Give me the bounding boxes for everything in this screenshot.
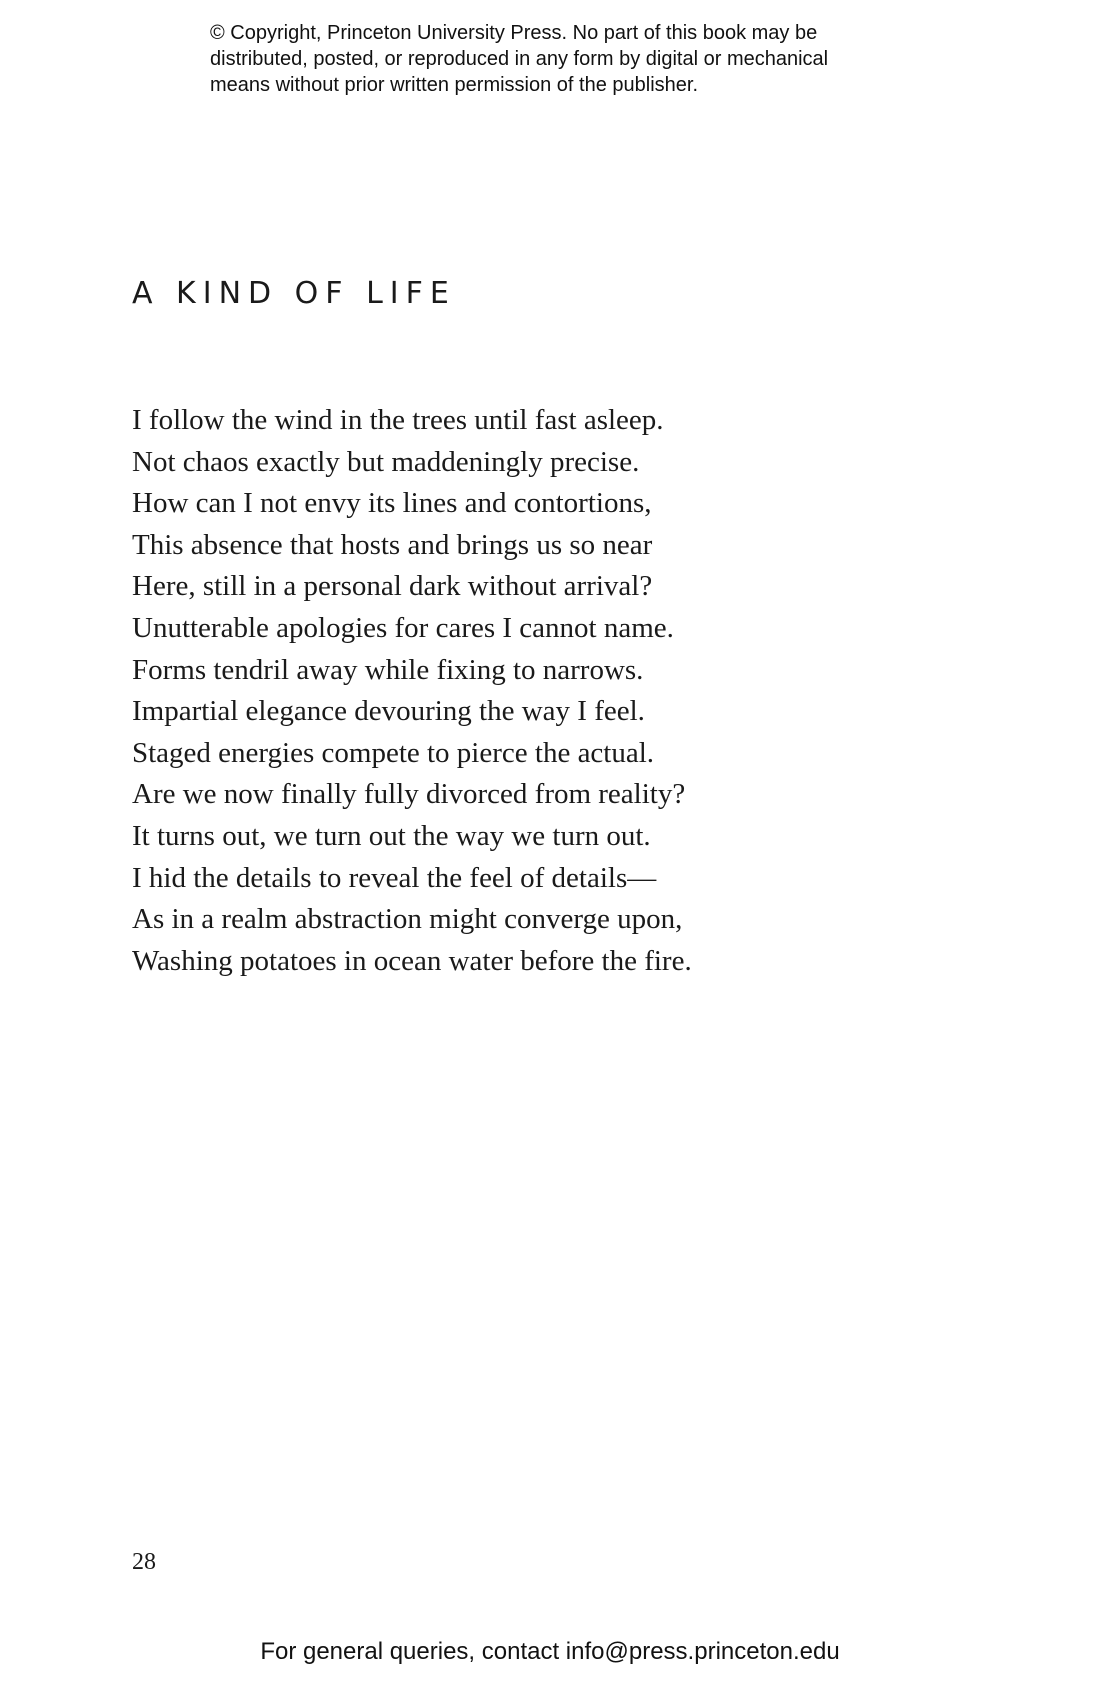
poem-title: A KIND OF LIFE [132,276,456,311]
poem-line: Unutterable apologies for cares I cannot name. [132,611,674,644]
copyright-line: © Copyright, Princeton University Press. No part of this book may be [210,22,818,44]
copyright-line: means without prior written permission of the publisher. [210,74,699,96]
footer-contact: For general queries, contact info@press.princeton.edu [260,1638,840,1665]
copyright-notice [210,20,910,98]
poem-line: Are we now finally fully divorced from reality? [132,778,686,811]
poem-line: This absence that hosts and brings us so near [132,528,653,561]
poem-line: Staged energies compete to pierce the actual. [132,736,655,769]
poem-line: Washing potatoes in ocean water before the fire. [132,944,692,977]
poem-line: It turns out, we turn out the way we turn out. [132,819,651,852]
poem-line: Here, still in a personal dark without arrival? [132,570,653,603]
poem-line: I hid the details to reveal the feel of details— [132,861,657,894]
poem-line: Forms tendril away while fixing to narrows. [132,653,644,686]
poem-line: Impartial elegance devouring the way I feel. [132,695,645,728]
copyright-line: distributed, posted, or reproduced in any form by digital or mechanical [210,48,829,70]
poem-line: How can I not envy its lines and contortions, [132,487,652,520]
poem-body [132,400,692,982]
page-number: 28 [132,1549,156,1575]
poem-line: Not chaos exactly but maddeningly precise. [132,445,640,478]
poem-line: I follow the wind in the trees until fast asleep. [132,404,664,436]
poem-line: As in a realm abstraction might converge upon, [132,903,683,936]
